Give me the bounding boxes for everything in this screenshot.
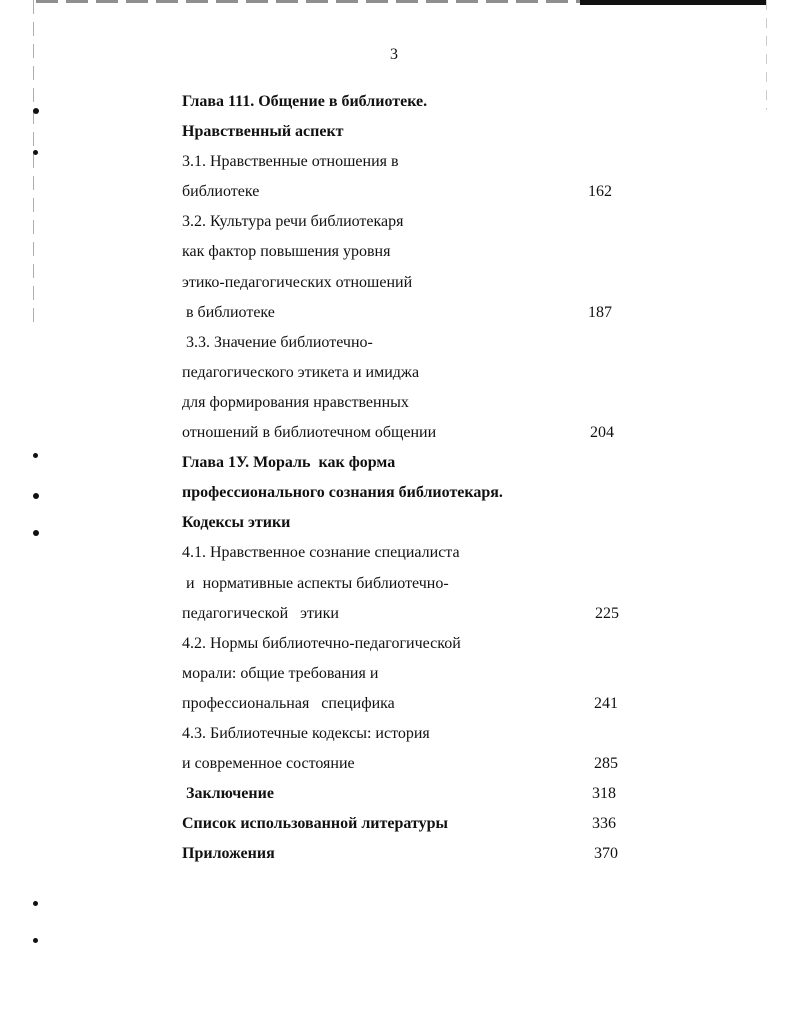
toc-entry-title: Кодексы этики <box>182 514 291 532</box>
toc-entry-title: 4.1. Нравственное сознание специалиста <box>182 544 460 562</box>
toc-entry-title: и современное состояние <box>182 755 355 773</box>
toc-entry-title: профессиональная специфика <box>182 694 395 712</box>
toc-entry-title: морали: общие требования и <box>182 664 379 682</box>
toc-entry <box>182 363 642 393</box>
toc-entry-title: библиотеке <box>182 183 260 201</box>
toc-entry <box>182 122 642 152</box>
toc-entry <box>182 303 642 333</box>
toc-entry-page-number: 318 <box>592 785 616 803</box>
page-number: 3 <box>390 46 398 63</box>
binding-hole-dot <box>33 108 39 114</box>
toc-entry-page-number: 204 <box>590 424 614 442</box>
scan-artifact-right-edge <box>766 0 767 110</box>
scan-artifact-top-bar <box>580 0 766 5</box>
toc-entry-page-number: 241 <box>594 694 618 712</box>
toc-entry <box>182 634 642 664</box>
table-of-contents <box>182 92 642 874</box>
toc-entry <box>182 152 642 182</box>
toc-entry <box>182 212 642 242</box>
toc-entry-page-number: 225 <box>595 604 619 622</box>
scan-artifact-left-edge <box>33 0 34 330</box>
toc-entry-title: 3.3. Значение библиотечно- <box>182 333 373 351</box>
toc-entry-title: как фактор повышения уровня <box>182 243 391 261</box>
toc-entry <box>182 604 642 634</box>
toc-entry-title: педагогического этикета и имиджа <box>182 363 420 381</box>
toc-entry <box>182 333 642 363</box>
toc-entry <box>182 423 642 453</box>
toc-entry <box>182 273 642 303</box>
toc-entry <box>182 844 642 874</box>
toc-entry <box>182 513 642 543</box>
toc-entry-title: этико-педагогических отношений <box>182 273 413 291</box>
toc-entry-title: отношений в библиотечном общении <box>182 424 437 442</box>
binding-hole-dot <box>33 150 38 155</box>
toc-entry-title: 4.3. Библиотечные кодексы: история <box>182 724 430 742</box>
toc-entry-title: для формирования нравственных <box>182 393 409 411</box>
toc-entry-page-number: 285 <box>594 755 618 773</box>
binding-hole-dot <box>33 901 38 906</box>
toc-entry-title: профессионального сознания библиотекаря. <box>182 484 503 502</box>
toc-entry <box>182 814 642 844</box>
toc-entry <box>182 182 642 212</box>
toc-entry-page-number: 370 <box>594 845 618 863</box>
toc-entry <box>182 92 642 122</box>
binding-hole-dot <box>33 493 39 499</box>
toc-entry-title: Приложения <box>182 845 275 863</box>
toc-entry <box>182 393 642 423</box>
toc-entry <box>182 784 642 814</box>
toc-entry <box>182 242 642 272</box>
toc-entry <box>182 694 642 724</box>
toc-entry <box>182 664 642 694</box>
toc-entry-title: 4.2. Нормы библиотечно-педагогической <box>182 634 461 652</box>
toc-entry-page-number: 162 <box>588 183 612 201</box>
toc-entry-page-number: 187 <box>588 303 612 321</box>
toc-entry-title: педагогической этики <box>182 604 339 622</box>
toc-entry <box>182 483 642 513</box>
toc-entry <box>182 543 642 573</box>
toc-entry-page-number: 336 <box>592 815 616 833</box>
toc-entry <box>182 453 642 483</box>
toc-entry <box>182 754 642 784</box>
toc-entry-title: 3.2. Культура речи библиотекаря <box>182 213 404 231</box>
binding-hole-dot <box>33 938 38 943</box>
toc-entry <box>182 724 642 754</box>
toc-entry-title: Заключение <box>182 785 274 803</box>
toc-entry <box>182 574 642 604</box>
toc-entry-title: Список использованной литературы <box>182 815 448 833</box>
toc-entry-title: в библиотеке <box>182 303 275 321</box>
toc-entry-title: Глава 111. Общение в библиотеке. <box>182 93 428 110</box>
toc-entry-title: и нормативные аспекты библиотечно- <box>182 574 449 592</box>
toc-entry-title: 3.1. Нравственные отношения в <box>182 153 399 171</box>
binding-hole-dot <box>33 453 38 458</box>
toc-entry-title: Нравственный аспект <box>182 123 344 141</box>
toc-entry-title: Глава 1У. Мораль как форма <box>182 454 396 472</box>
binding-hole-dot <box>33 530 39 536</box>
